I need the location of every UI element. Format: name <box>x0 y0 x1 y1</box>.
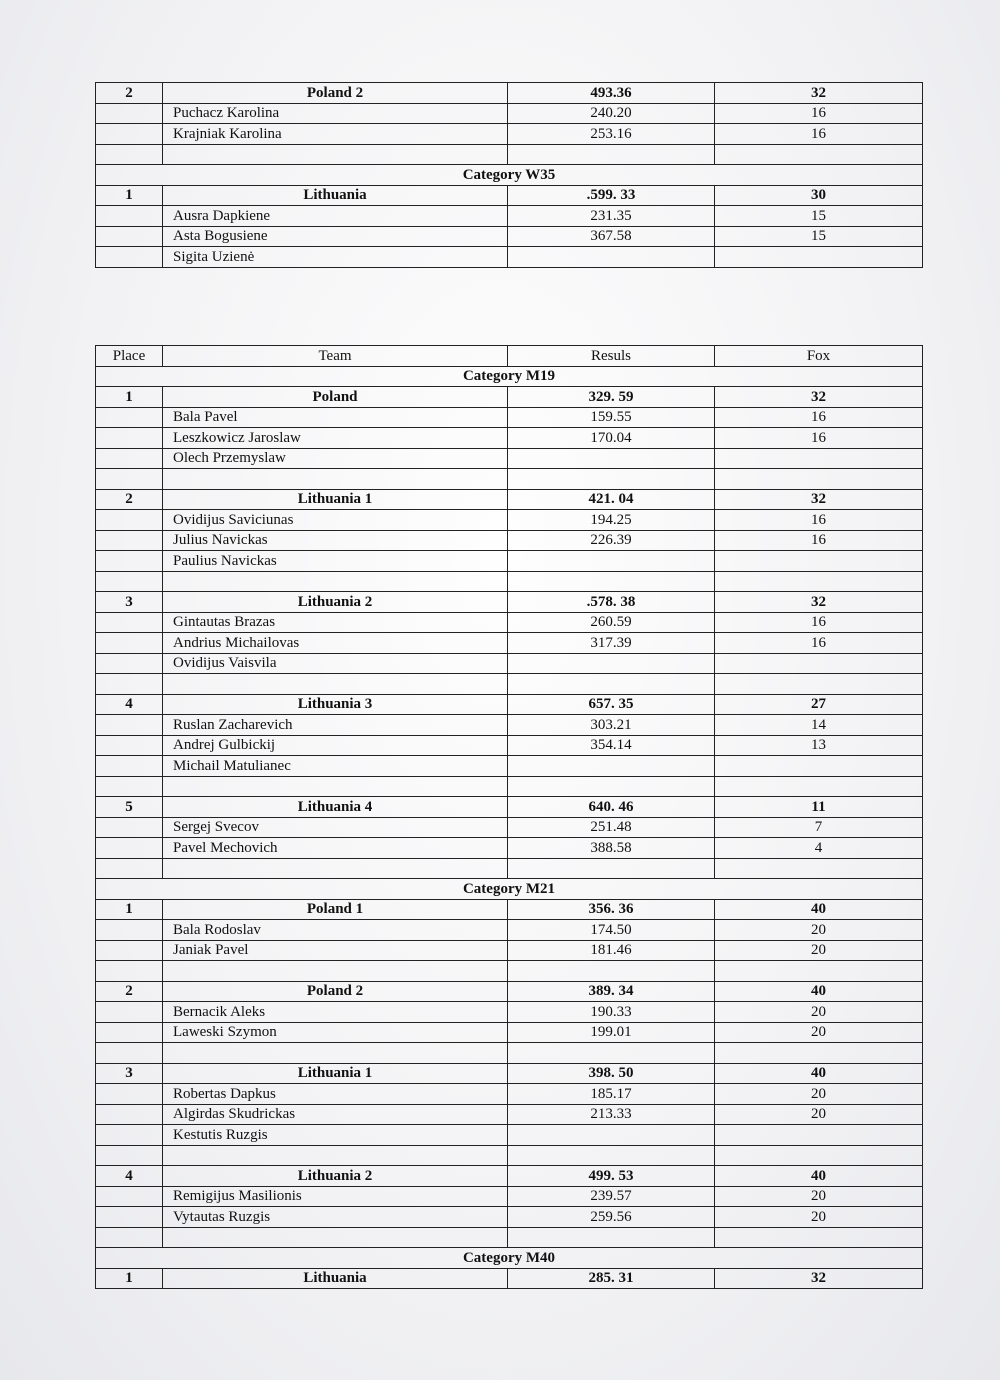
fox-cell: 20 <box>715 920 923 941</box>
team-name-cell: Lithuania 2 <box>163 592 508 613</box>
empty-cell <box>508 961 715 982</box>
member-row <box>96 226 923 247</box>
fox-cell: 40 <box>715 1063 923 1084</box>
place-cell: 3 <box>96 592 163 613</box>
fox-cell: 16 <box>715 124 923 145</box>
team-row <box>96 185 923 206</box>
team-row <box>96 1166 923 1187</box>
member-name-cell: Kestutis Ruzgis <box>163 1125 508 1146</box>
category-heading: Category W35 <box>96 165 923 186</box>
empty-cell <box>163 858 508 879</box>
member-row <box>96 633 923 654</box>
place-cell <box>96 961 163 982</box>
empty-cell <box>508 144 715 165</box>
place-cell <box>96 674 163 695</box>
empty-cell <box>508 1043 715 1064</box>
team-row <box>96 981 923 1002</box>
place-cell <box>96 756 163 777</box>
result-cell: 174.50 <box>508 920 715 941</box>
place-cell: 3 <box>96 1063 163 1084</box>
member-name-cell: Gintautas Brazas <box>163 612 508 633</box>
result-cell: .599. 33 <box>508 185 715 206</box>
empty-cell <box>715 858 923 879</box>
team-row <box>96 592 923 613</box>
place-cell <box>96 612 163 633</box>
member-name-cell: Andrius Michailovas <box>163 633 508 654</box>
fox-cell: 4 <box>715 838 923 859</box>
empty-cell <box>163 1227 508 1248</box>
place-cell <box>96 469 163 490</box>
place-cell <box>96 920 163 941</box>
result-cell <box>508 756 715 777</box>
result-cell: 170.04 <box>508 428 715 449</box>
fox-cell <box>715 1125 923 1146</box>
header-team: Team <box>163 346 508 367</box>
empty-cell <box>715 1145 923 1166</box>
member-row <box>96 715 923 736</box>
member-name-cell: Ovidijus Vaisvila <box>163 653 508 674</box>
fox-cell: 40 <box>715 1166 923 1187</box>
member-row <box>96 1104 923 1125</box>
member-row <box>96 510 923 531</box>
fox-cell: 32 <box>715 1268 923 1289</box>
place-cell: 4 <box>96 694 163 715</box>
place-cell <box>96 940 163 961</box>
empty-cell <box>715 674 923 695</box>
empty-cell <box>715 961 923 982</box>
place-cell <box>96 858 163 879</box>
fox-cell <box>715 448 923 469</box>
member-name-cell: Ausra Dapkiene <box>163 206 508 227</box>
empty-cell <box>715 144 923 165</box>
blank-row <box>96 858 923 879</box>
place-cell <box>96 103 163 124</box>
header-result: Resuls <box>508 346 715 367</box>
place-cell <box>96 571 163 592</box>
member-row <box>96 428 923 449</box>
place-cell <box>96 653 163 674</box>
fox-cell: 32 <box>715 387 923 408</box>
member-row <box>96 735 923 756</box>
place-cell <box>96 817 163 838</box>
empty-cell <box>508 858 715 879</box>
fox-cell: 20 <box>715 1084 923 1105</box>
empty-cell <box>163 1043 508 1064</box>
place-cell: 2 <box>96 83 163 104</box>
member-name-cell: Algirdas Skudrickas <box>163 1104 508 1125</box>
fox-cell: 16 <box>715 530 923 551</box>
place-cell: 2 <box>96 489 163 510</box>
place-cell: 1 <box>96 185 163 206</box>
member-name-cell: Ruslan Zacharevich <box>163 715 508 736</box>
fox-cell: 16 <box>715 612 923 633</box>
result-cell <box>508 653 715 674</box>
place-cell <box>96 1207 163 1228</box>
place-cell: 4 <box>96 1166 163 1187</box>
empty-cell <box>715 469 923 490</box>
fox-cell: 20 <box>715 1186 923 1207</box>
member-name-cell: Janiak Pavel <box>163 940 508 961</box>
fox-cell: 15 <box>715 226 923 247</box>
empty-cell <box>715 571 923 592</box>
result-cell: 398. 50 <box>508 1063 715 1084</box>
empty-cell <box>715 1227 923 1248</box>
fox-cell: 16 <box>715 428 923 449</box>
empty-cell <box>508 469 715 490</box>
result-cell: 185.17 <box>508 1084 715 1105</box>
result-cell: 493.36 <box>508 83 715 104</box>
member-row <box>96 1084 923 1105</box>
member-name-cell: Robertas Dapkus <box>163 1084 508 1105</box>
empty-cell <box>163 144 508 165</box>
empty-cell <box>163 674 508 695</box>
member-row <box>96 206 923 227</box>
member-row <box>96 1186 923 1207</box>
results-table-body <box>96 83 923 268</box>
member-row <box>96 1207 923 1228</box>
place-cell <box>96 1186 163 1207</box>
place-cell: 5 <box>96 797 163 818</box>
team-name-cell: Poland <box>163 387 508 408</box>
member-row <box>96 448 923 469</box>
member-row <box>96 124 923 145</box>
place-cell <box>96 124 163 145</box>
team-row <box>96 1268 923 1289</box>
empty-cell <box>715 1043 923 1064</box>
header-place: Place <box>96 346 163 367</box>
result-cell: 213.33 <box>508 1104 715 1125</box>
team-row <box>96 1063 923 1084</box>
team-name-cell: Poland 1 <box>163 899 508 920</box>
result-cell: 194.25 <box>508 510 715 531</box>
team-name-cell: Lithuania 3 <box>163 694 508 715</box>
member-row <box>96 1125 923 1146</box>
result-cell: 640. 46 <box>508 797 715 818</box>
results-table-continued <box>95 82 923 268</box>
result-cell: 389. 34 <box>508 981 715 1002</box>
team-name-cell: Lithuania 2 <box>163 1166 508 1187</box>
empty-cell <box>508 1145 715 1166</box>
results-table-main <box>95 345 923 1289</box>
member-name-cell: Sergej Svecov <box>163 817 508 838</box>
member-row <box>96 920 923 941</box>
member-row <box>96 838 923 859</box>
member-row <box>96 756 923 777</box>
team-row <box>96 899 923 920</box>
blank-row <box>96 469 923 490</box>
result-cell: 239.57 <box>508 1186 715 1207</box>
team-name-cell: Lithuania <box>163 1268 508 1289</box>
header-fox: Fox <box>715 346 923 367</box>
member-row <box>96 103 923 124</box>
place-cell: 1 <box>96 387 163 408</box>
member-name-cell: Laweski Szymon <box>163 1022 508 1043</box>
place-cell <box>96 551 163 572</box>
team-name-cell: Lithuania 4 <box>163 797 508 818</box>
result-cell: 421. 04 <box>508 489 715 510</box>
place-cell: 1 <box>96 899 163 920</box>
member-name-cell: Vytautas Ruzgis <box>163 1207 508 1228</box>
team-row <box>96 797 923 818</box>
result-cell <box>508 551 715 572</box>
fox-cell: 20 <box>715 1207 923 1228</box>
place-cell <box>96 1125 163 1146</box>
result-cell: 240.20 <box>508 103 715 124</box>
member-row <box>96 530 923 551</box>
table-header-row <box>96 346 923 367</box>
empty-cell <box>508 674 715 695</box>
result-cell: 657. 35 <box>508 694 715 715</box>
empty-cell <box>163 776 508 797</box>
member-name-cell: Bala Pavel <box>163 407 508 428</box>
empty-cell <box>715 776 923 797</box>
empty-cell <box>508 1227 715 1248</box>
result-cell: 231.35 <box>508 206 715 227</box>
place-cell: 1 <box>96 1268 163 1289</box>
member-name-cell: Julius Navickas <box>163 530 508 551</box>
place-cell <box>96 1227 163 1248</box>
result-cell: 253.16 <box>508 124 715 145</box>
blank-row <box>96 674 923 695</box>
result-cell <box>508 448 715 469</box>
place-cell <box>96 428 163 449</box>
result-cell <box>508 247 715 268</box>
result-cell: 367.58 <box>508 226 715 247</box>
place-cell <box>96 1145 163 1166</box>
fox-cell: 32 <box>715 83 923 104</box>
result-cell: 354.14 <box>508 735 715 756</box>
place-cell <box>96 407 163 428</box>
place-cell <box>96 776 163 797</box>
place-cell <box>96 226 163 247</box>
category-heading: Category M19 <box>96 366 923 387</box>
fox-cell: 15 <box>715 206 923 227</box>
fox-cell: 20 <box>715 1022 923 1043</box>
fox-cell: 32 <box>715 592 923 613</box>
fox-cell: 40 <box>715 981 923 1002</box>
member-row <box>96 407 923 428</box>
result-cell: 259.56 <box>508 1207 715 1228</box>
result-cell: 388.58 <box>508 838 715 859</box>
place-cell: 2 <box>96 981 163 1002</box>
result-cell: 356. 36 <box>508 899 715 920</box>
result-cell: 329. 59 <box>508 387 715 408</box>
place-cell <box>96 1002 163 1023</box>
results-table-body <box>96 346 923 1289</box>
member-name-cell: Paulius Navickas <box>163 551 508 572</box>
member-name-cell: Krajniak Karolina <box>163 124 508 145</box>
place-cell <box>96 1104 163 1125</box>
place-cell <box>96 530 163 551</box>
fox-cell: 14 <box>715 715 923 736</box>
empty-cell <box>163 1145 508 1166</box>
empty-cell <box>508 571 715 592</box>
fox-cell: 16 <box>715 407 923 428</box>
member-name-cell: Michail Matulianec <box>163 756 508 777</box>
fox-cell: 11 <box>715 797 923 818</box>
fox-cell <box>715 551 923 572</box>
team-name-cell: Lithuania <box>163 185 508 206</box>
member-row <box>96 612 923 633</box>
member-row <box>96 551 923 572</box>
result-cell: .578. 38 <box>508 592 715 613</box>
category-heading: Category M40 <box>96 1248 923 1269</box>
member-name-cell: Olech Przemyslaw <box>163 448 508 469</box>
team-name-cell: Lithuania 1 <box>163 489 508 510</box>
member-name-cell: Leszkowicz Jaroslaw <box>163 428 508 449</box>
fox-cell: 32 <box>715 489 923 510</box>
fox-cell <box>715 247 923 268</box>
fox-cell: 16 <box>715 633 923 654</box>
empty-cell <box>508 776 715 797</box>
place-cell <box>96 633 163 654</box>
fox-cell: 30 <box>715 185 923 206</box>
blank-row <box>96 1043 923 1064</box>
member-row <box>96 1002 923 1023</box>
member-name-cell: Bernacik Aleks <box>163 1002 508 1023</box>
result-cell: 159.55 <box>508 407 715 428</box>
place-cell <box>96 735 163 756</box>
empty-cell <box>163 469 508 490</box>
team-row <box>96 387 923 408</box>
member-name-cell: Asta Bogusiene <box>163 226 508 247</box>
member-row <box>96 1022 923 1043</box>
member-name-cell: Remigijus Masilionis <box>163 1186 508 1207</box>
member-name-cell: Puchacz Karolina <box>163 103 508 124</box>
team-name-cell: Poland 2 <box>163 981 508 1002</box>
result-cell: 190.33 <box>508 1002 715 1023</box>
place-cell <box>96 1043 163 1064</box>
team-name-cell: Lithuania 1 <box>163 1063 508 1084</box>
empty-cell <box>163 571 508 592</box>
result-cell: 285. 31 <box>508 1268 715 1289</box>
result-cell: 317.39 <box>508 633 715 654</box>
place-cell <box>96 448 163 469</box>
blank-row <box>96 776 923 797</box>
fox-cell: 40 <box>715 899 923 920</box>
place-cell <box>96 1084 163 1105</box>
fox-cell <box>715 756 923 777</box>
fox-cell: 27 <box>715 694 923 715</box>
member-row <box>96 940 923 961</box>
place-cell <box>96 715 163 736</box>
blank-row <box>96 961 923 982</box>
place-cell <box>96 1022 163 1043</box>
place-cell <box>96 144 163 165</box>
fox-cell: 16 <box>715 103 923 124</box>
member-name-cell: Andrej Gulbickij <box>163 735 508 756</box>
category-row <box>96 879 923 900</box>
fox-cell: 20 <box>715 940 923 961</box>
category-row <box>96 165 923 186</box>
blank-row <box>96 1145 923 1166</box>
member-row <box>96 653 923 674</box>
result-cell <box>508 1125 715 1146</box>
member-row <box>96 247 923 268</box>
category-row <box>96 366 923 387</box>
result-cell: 181.46 <box>508 940 715 961</box>
fox-cell: 13 <box>715 735 923 756</box>
member-name-cell: Pavel Mechovich <box>163 838 508 859</box>
fox-cell: 16 <box>715 510 923 531</box>
place-cell <box>96 247 163 268</box>
fox-cell: 7 <box>715 817 923 838</box>
fox-cell: 20 <box>715 1002 923 1023</box>
blank-row <box>96 1227 923 1248</box>
member-row <box>96 817 923 838</box>
result-cell: 499. 53 <box>508 1166 715 1187</box>
member-name-cell: Ovidijus Saviciunas <box>163 510 508 531</box>
team-row <box>96 83 923 104</box>
result-cell: 251.48 <box>508 817 715 838</box>
fox-cell: 20 <box>715 1104 923 1125</box>
fox-cell <box>715 653 923 674</box>
empty-cell <box>163 961 508 982</box>
category-row <box>96 1248 923 1269</box>
result-cell: 303.21 <box>508 715 715 736</box>
blank-row <box>96 144 923 165</box>
member-name-cell: Sigita Uzienė <box>163 247 508 268</box>
place-cell <box>96 838 163 859</box>
result-cell: 199.01 <box>508 1022 715 1043</box>
place-cell <box>96 206 163 227</box>
place-cell <box>96 510 163 531</box>
result-cell: 226.39 <box>508 530 715 551</box>
team-name-cell: Poland 2 <box>163 83 508 104</box>
member-name-cell: Bala Rodoslav <box>163 920 508 941</box>
team-row <box>96 489 923 510</box>
result-cell: 260.59 <box>508 612 715 633</box>
blank-row <box>96 571 923 592</box>
team-row <box>96 694 923 715</box>
category-heading: Category M21 <box>96 879 923 900</box>
